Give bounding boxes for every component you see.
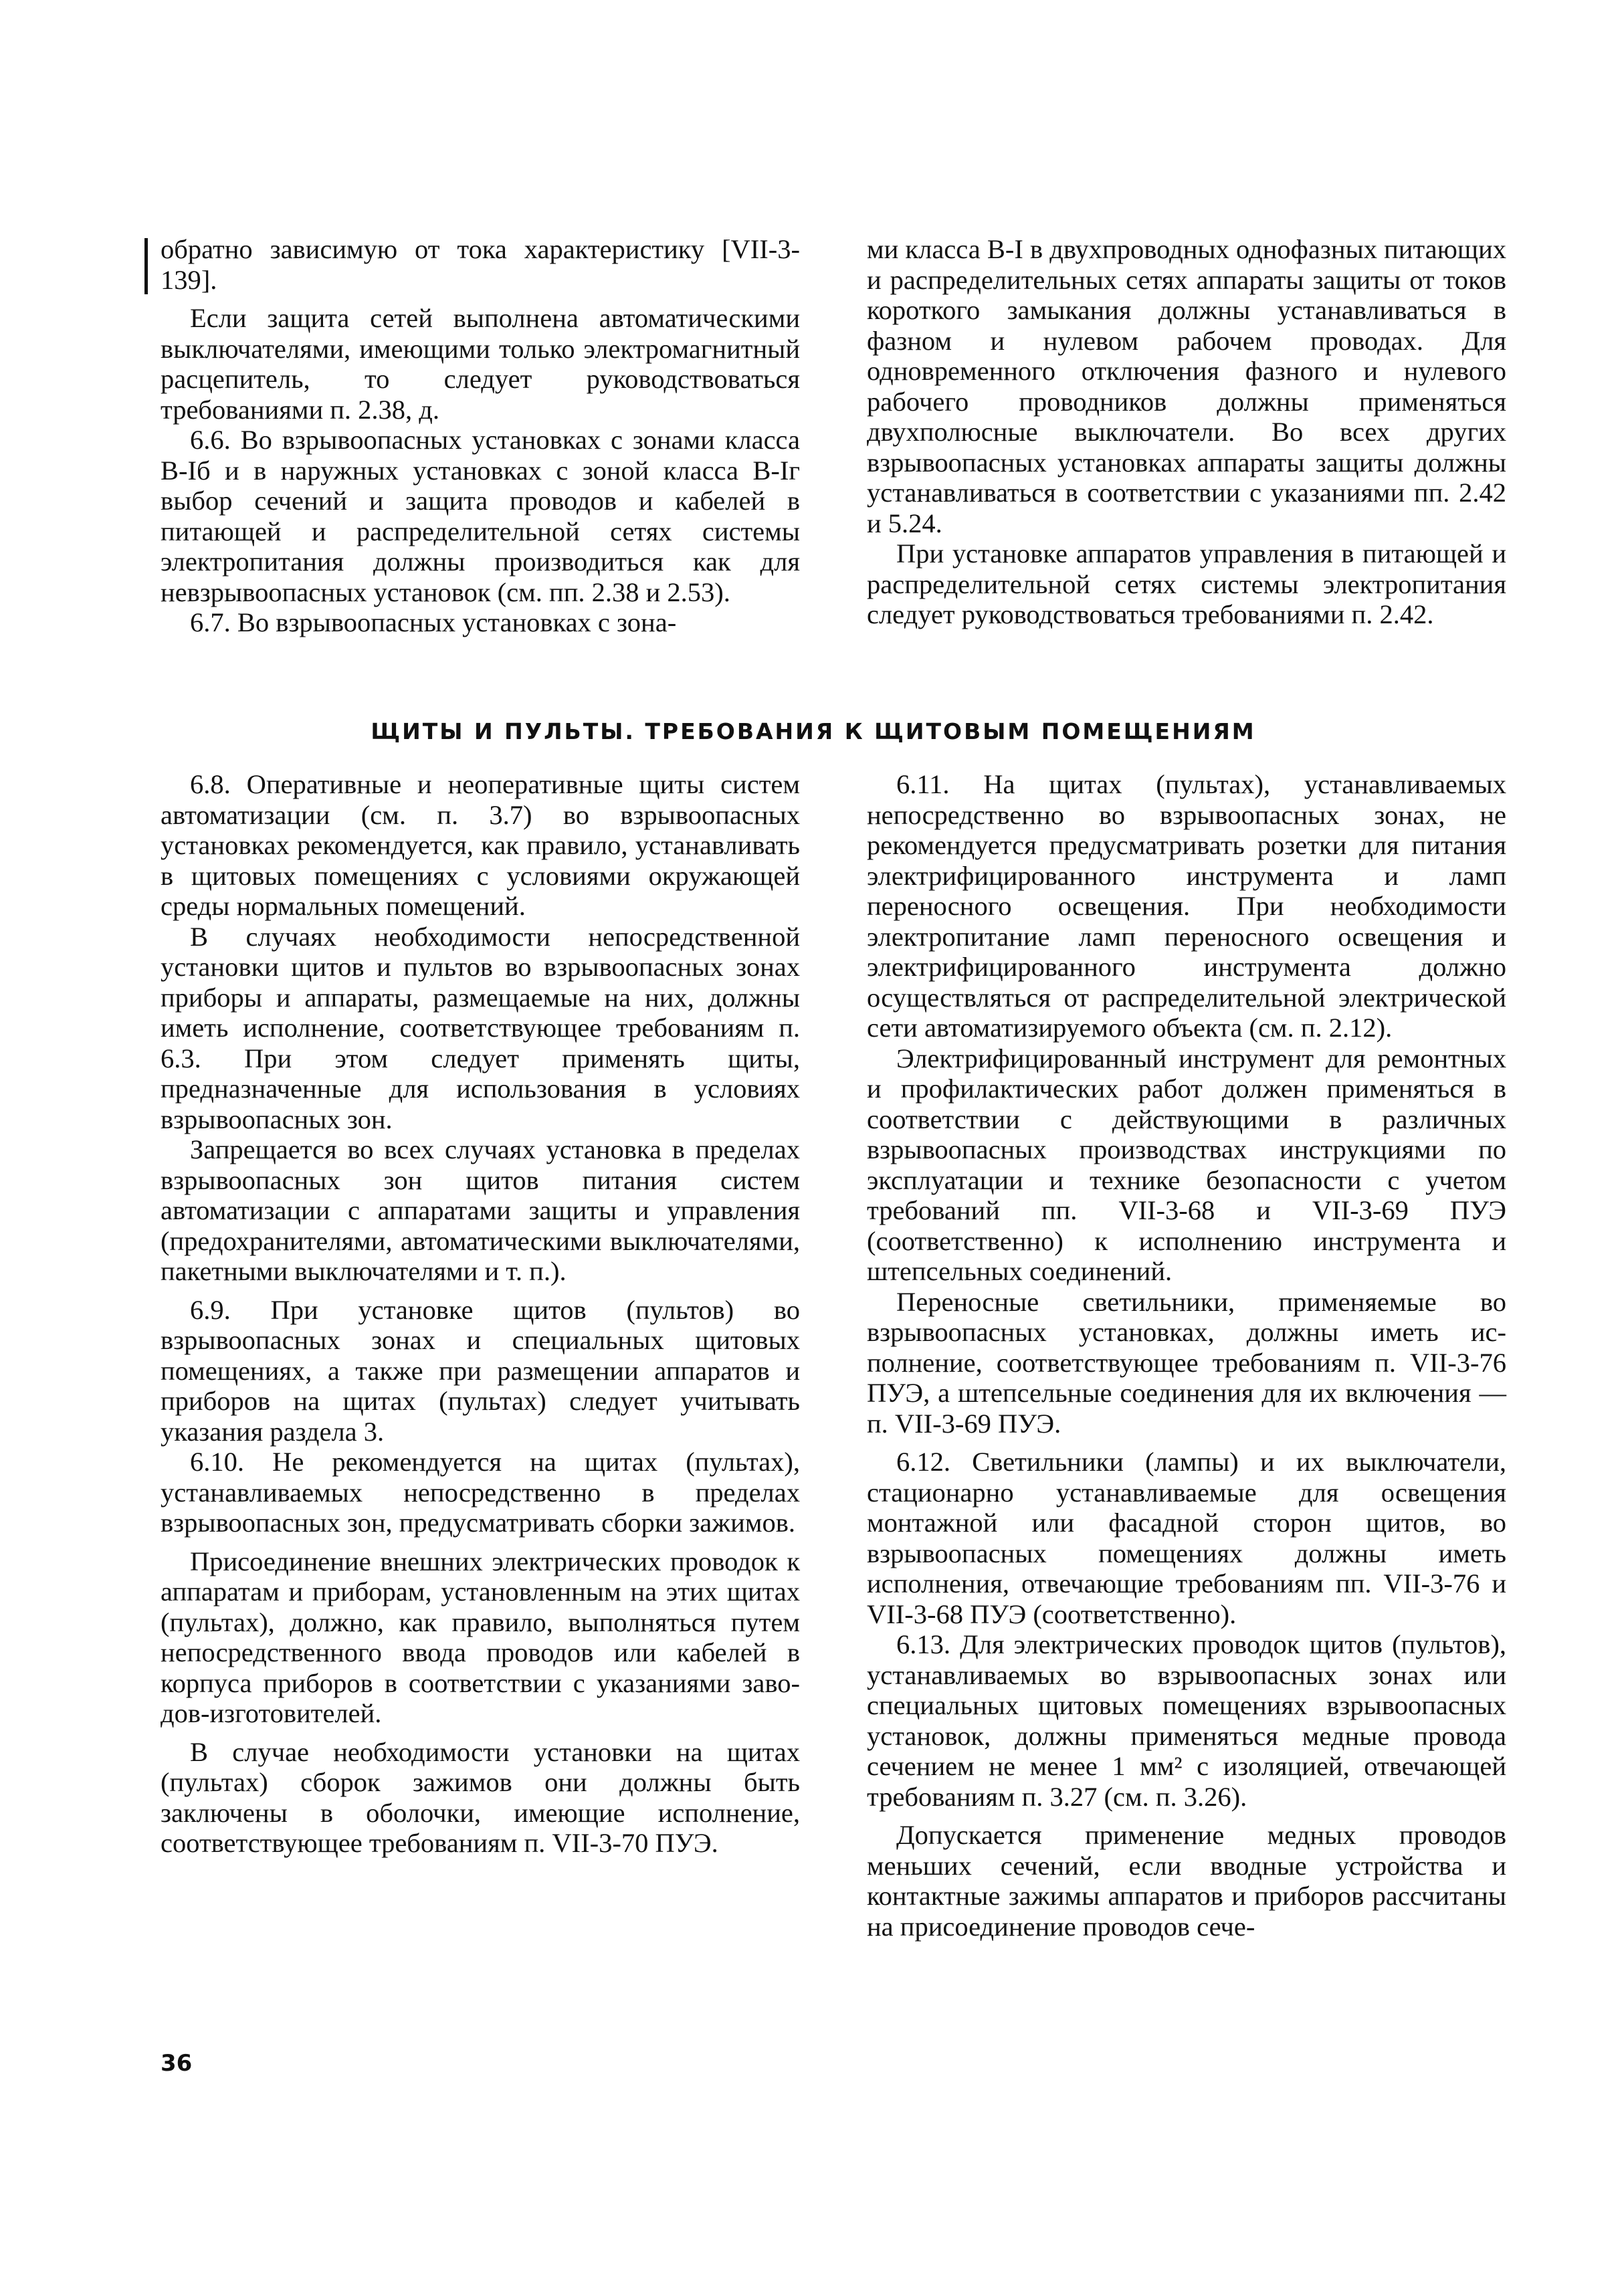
page-number: 36	[161, 2050, 193, 2077]
paragraph: В случаях необходимости непосредственной установки щитов и пультов во взрывоопасных зонах приборы и аппараты, размещаемые на них, должны иметь исполнение, соответствующее требованиям п. 6.3. При этом следует применять щиты, предназначенные для использования в условиях взрывоопасных зон.	[161, 921, 800, 1134]
paragraph: В случае необходимости установки на щитах (пультах) сборок зажимов они должны быть заключены в оболочки, имеющие исполнение, соответствующее требованиям п. VII-3-70 ПУЭ.	[161, 1736, 800, 1858]
paragraph-continuation	[161, 234, 800, 295]
paragraph-continuation: ми класса В-I в двухпроводных однофазных питающих и распределительных сетях аппараты защиты от токов короткого замыкания должны устанавливаться в фазном и нулевом рабочем проводах. Для одновременного отключения фазного и нулевого рабочего проводников должны применяться двухполюсные выключатели. Во всех других взрывоопасных установках аппараты защиты должны устанавливаться в соответствии с указаниями пп. 2.42 и 5.24.	[867, 234, 1506, 538]
paragraph-6-6: 6.6. Во взрывоопасных установках с зонами класса В-Iб и в наружных установках с зоной класса В-Iг выбор сечений и защита проводов и кабелей в питающей и распределительной сетях системы электропитания должны производиться как для невзрывоопасных установок (см. пп. 2.38 и 2.53).	[161, 425, 800, 607]
top-right-column	[867, 234, 1506, 630]
paragraph: При установке аппаратов управления в питающей и распределительной сетях системы электропитания следует руководствоваться требованиями п. 2.42.	[867, 538, 1506, 629]
paragraph: Переносные светильники, применяемые во взрывоопасных установках, должны иметь исполнение, соответствующее требованиям п. VII-3-76 ПУЭ, а штепсельные соединения для их включения — п. VII-3-69 ПУЭ.	[867, 1286, 1506, 1439]
paragraph: Допускается применение медных проводов меньших сечений, если вводные устройства и контактные зажимы аппаратов и приборов рассчитаны на присоединение проводов сече-	[867, 1820, 1506, 1942]
paragraph-6-12: 6.12. Светильники (лампы) и их выключатели, стационарно устанавливаемые для освещения монтажной или фасадной сторон щитов, во взрывоопасных помещениях должны иметь исполнения, отвечающие требованиям пп. VII-3-76 и VII-3-68 ПУЭ (соответственно).	[867, 1447, 1506, 1629]
paragraph-6-8: 6.8. Оперативные и неоперативные щиты систем автоматизации (см. п. 3.7) во взрывоопасных установках рекомендуется, как правило, устанавливать в щитовых помещениях с условиями окружающей среды нормальных помещений.	[161, 769, 800, 921]
paragraph-6-7: 6.7. Во взрывоопасных установках с зона-	[190, 607, 677, 637]
section-heading: ЩИТЫ И ПУЛЬТЫ. ТРЕБОВАНИЯ К ЩИТОВЫМ ПОМЕЩЕНИЯМ	[371, 718, 1256, 744]
paragraph-6-11: 6.11. На щитах (пультах), устанавливаемых непосредственно во взрывоопасных зонах, не рекомендуется предусматривать розетки для питания электрифицированного инструмента и ламп переносного освещения. При необходимости электропитание ламп переносного освещения и электрифицированного инструмента должно осуществляться от распределительной электрической сети автоматизируемого объекта (см. п. 2.12).	[867, 769, 1506, 1043]
paragraph-6-9: 6.9. При установке щитов (пультов) во взрывоопасных зонах и специальных щитовых помещениях, а также при размещении аппаратов и приборов на щитах (пультах) следует учитывать указания раздела 3.	[161, 1294, 800, 1447]
bottom-left-column	[161, 769, 800, 1859]
paragraph-6-10: 6.10. Не рекомендуется на щитах (пультах), устанавливаемых непосредственно в пределах взрывоопасных зон, предусматривать сборки зажимов.	[161, 1447, 800, 1538]
paragraph-text: обратно зависимую от тока характеристику [VII-3-139].	[161, 234, 800, 295]
top-left-column	[161, 234, 800, 638]
paragraph: Присоединение внешних электрических проводок к аппаратам и приборам, установленным на этих щитах (пультах), должно, как правило, выполняться путем непосредственного ввода проводов или кабелей в корпуса приборов в соответствии с указаниями заводов-изготовителей.	[161, 1546, 800, 1728]
paragraph: Запрещается во всех случаях установка в пределах взрывоопасных зон щитов питания систем автоматизации с аппаратами защиты и управления (предохранителями, автоматическими выключателями, пакетными выключателями и т. п.).	[161, 1134, 800, 1286]
paragraph: Если защита сетей выполнена автоматическими выключателями, имеющими только электромагнитный расцепитель, то следует руководствоваться требованиями п. 2.38, д.	[161, 303, 800, 425]
revision-bar	[144, 238, 148, 294]
paragraph-6-13: 6.13. Для электрических проводок щитов (пультов), устанавливаемых во взрывоопасных зонах или специальных щитовых помещениях взрывоопасных установок, должны применяться медные провода сечением не менее 1 мм² с изоляцией, отвечающей требованиям п. 3.27 (см. п. 3.26).	[867, 1629, 1506, 1812]
bottom-right-column	[867, 769, 1506, 1942]
paragraph: Электрифицированный инструмент для ремонтных и профилактических работ должен применяться в соответствии с действующими в различных взрывоопасных производствах инструкциями по эксплуатации и технике безопасности с учетом требований пп. VII-3-68 и VII-3-69 ПУЭ (соответственно) к исполнению инструмента и штепсельных соединений.	[867, 1043, 1506, 1286]
